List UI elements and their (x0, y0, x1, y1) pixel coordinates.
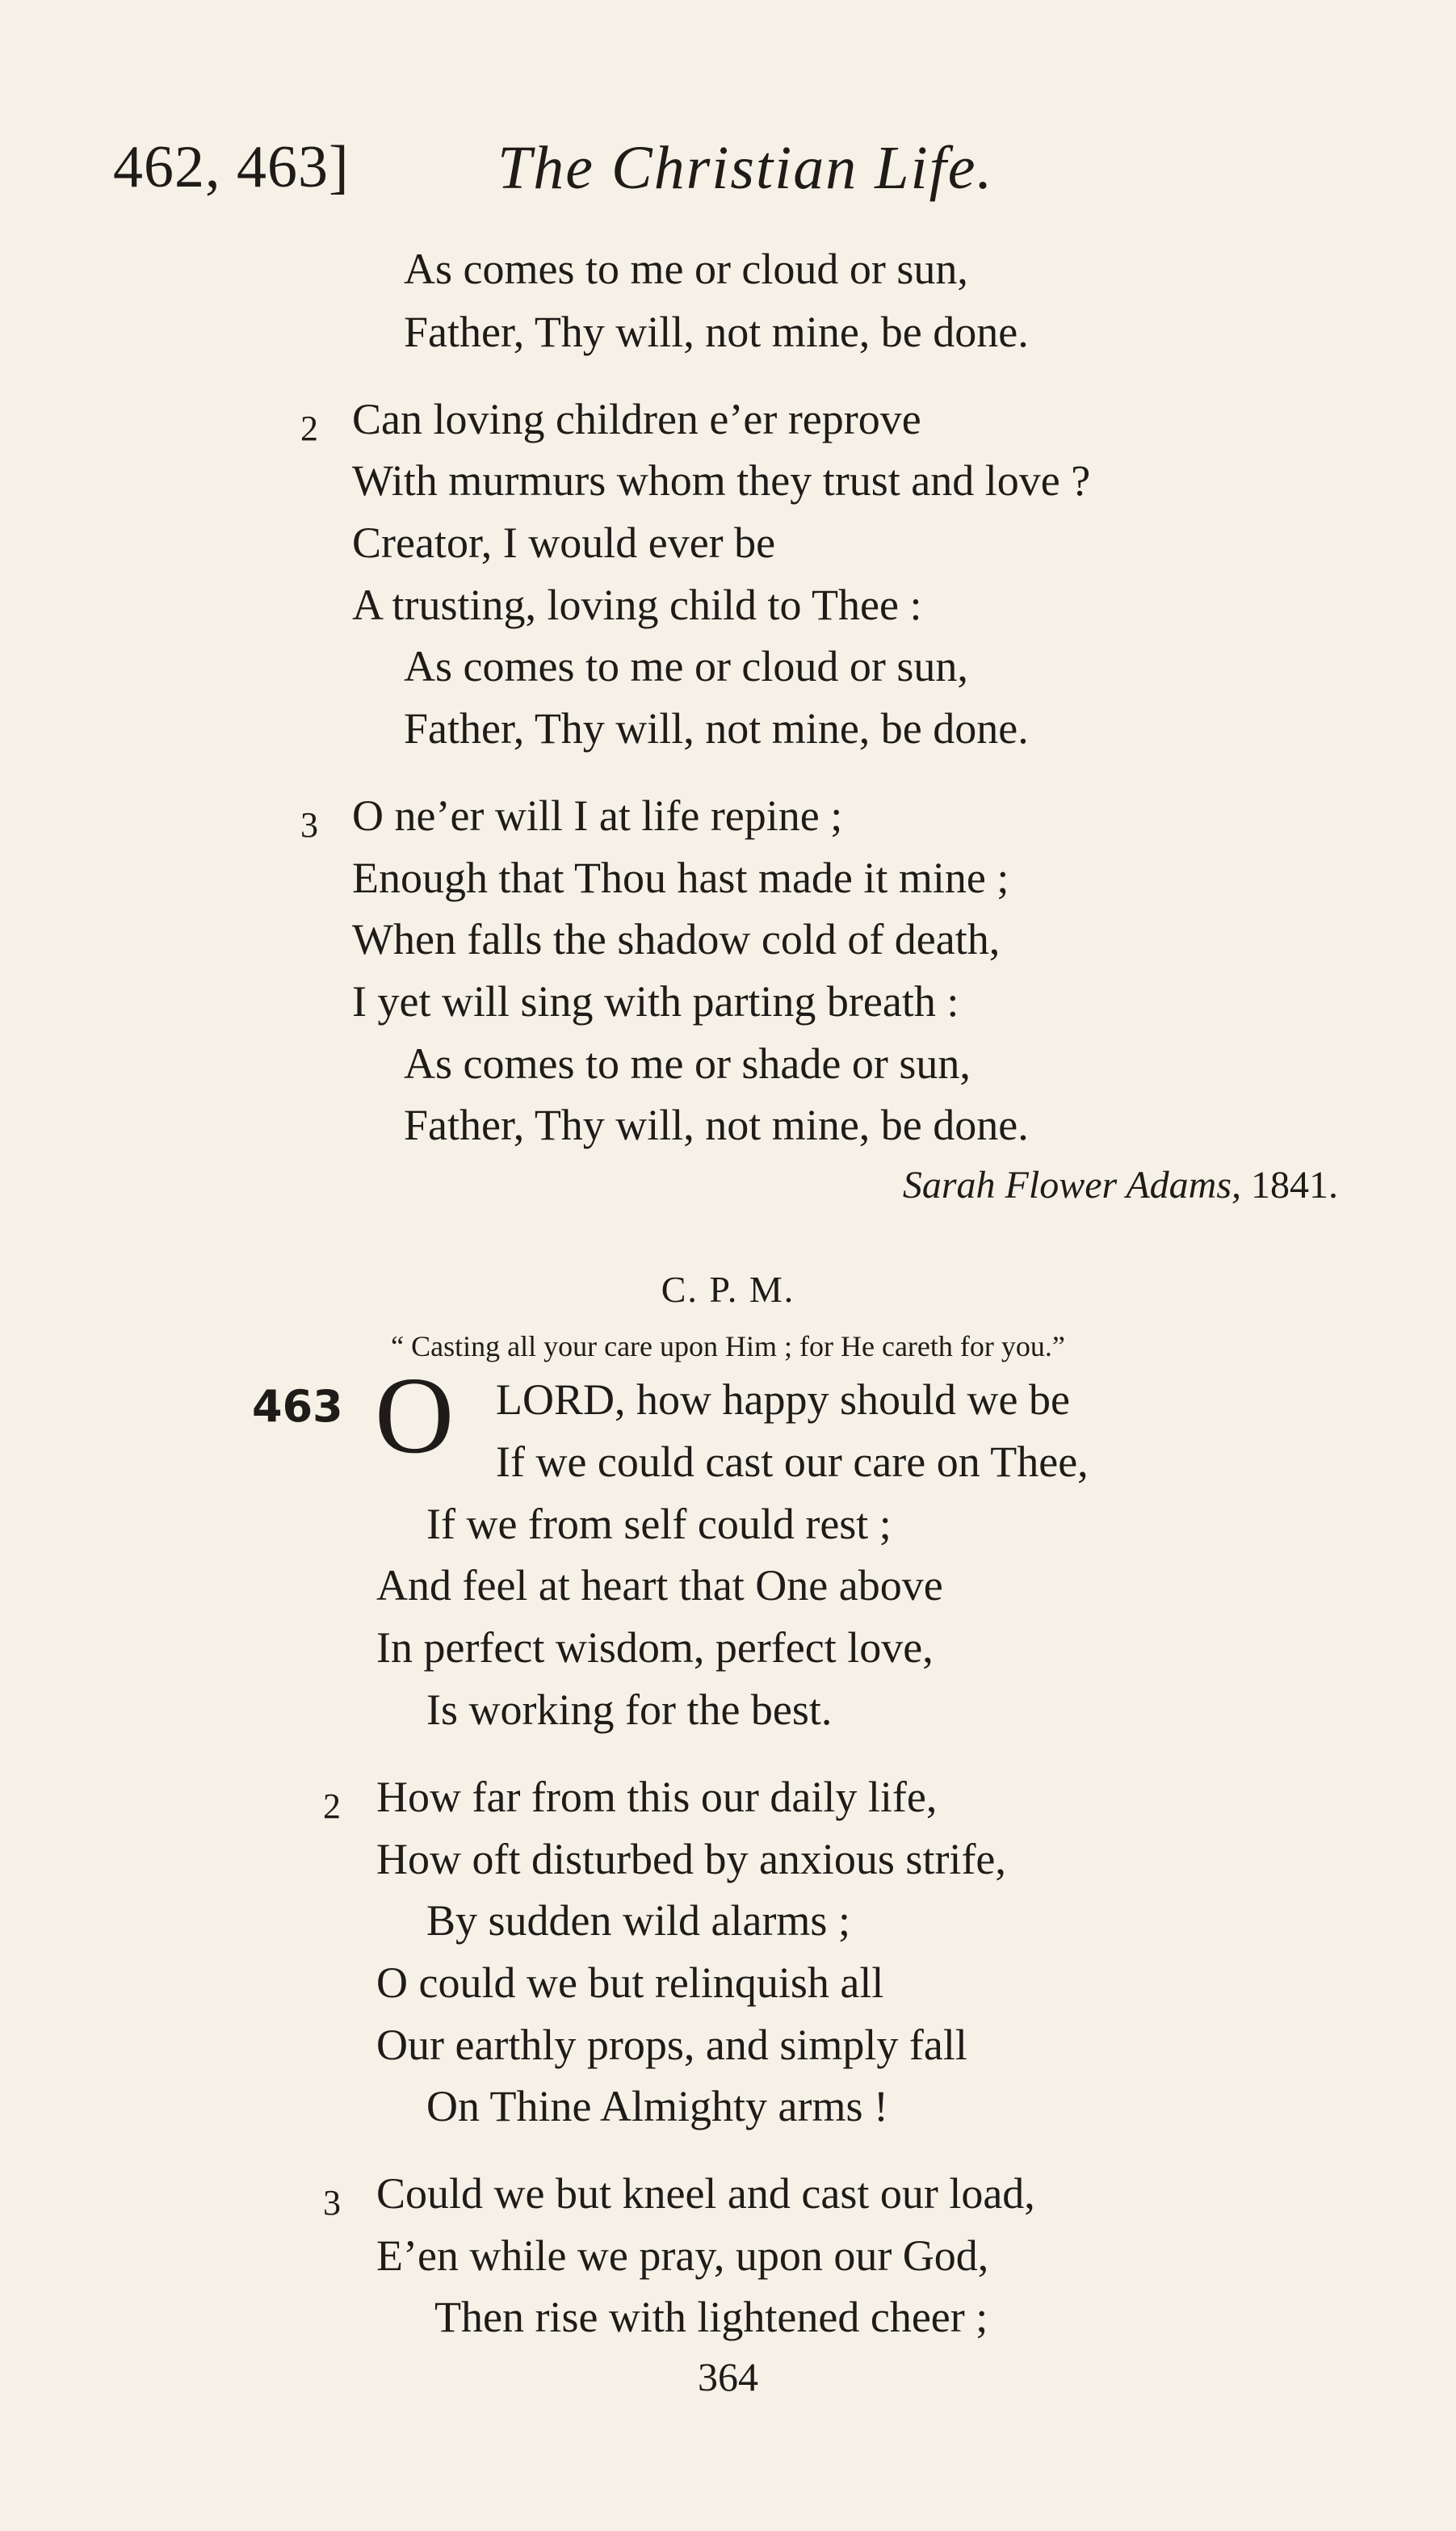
verse-line: And feel at heart that One above (376, 1561, 943, 1610)
verse-line: Our earthly props, and simply fall (376, 2021, 967, 2069)
verse-line: If we from self could rest ; (426, 1500, 892, 1548)
verse-line: By sudden wild alarms ; (426, 1896, 850, 1945)
verse-line: Is working for the best. (426, 1685, 833, 1734)
verse-line: Could we but kneel and cast our load, (376, 2169, 1035, 2218)
meter-label: C. P. M. (661, 1269, 795, 1310)
attribution-year: 1841. (1251, 1164, 1338, 1207)
verse-line: How far from this our daily life, (376, 1773, 938, 1821)
verse-line: As comes to me or cloud or sun, (404, 642, 968, 690)
verse-line: Can loving children e’er reprove (352, 395, 921, 443)
author-name: Sarah Flower Adams, (902, 1164, 1241, 1207)
header-title: The Christian Life. (497, 134, 994, 202)
page-number: 364 (698, 2354, 758, 2399)
hymn-number: 463 (252, 1381, 343, 1432)
drop-cap: O (375, 1355, 455, 1476)
verse-line: Father, Thy will, not mine, be done. (404, 308, 1029, 356)
verse-line: A trusting, loving child to Thee : (352, 581, 922, 629)
verse-line: As comes to me or shade or sun, (404, 1039, 971, 1088)
header-hymn-numbers: 462, 463] (113, 134, 350, 200)
verse-number: 2 (323, 1786, 341, 1826)
verse-line: O could we but relinquish all (376, 1958, 884, 2007)
verse-number: 2 (300, 409, 318, 448)
verse-line: As comes to me or cloud or sun, (404, 245, 968, 293)
verse-number: 3 (323, 2183, 341, 2222)
hymn-attribution (903, 1163, 1338, 1207)
verse-line: Creator, I would ever be (352, 518, 776, 567)
verse-line: If we could cast our care on Thee, (496, 1438, 1089, 1486)
verse-line: Then rise with lightened cheer ; (434, 2293, 988, 2341)
verse-line: How oft disturbed by anxious strife, (376, 1835, 1006, 1883)
verse-number: 3 (300, 805, 318, 845)
verse-line: I yet will sing with parting breath : (352, 977, 959, 1026)
verse-line: E’en while we pray, upon our God, (376, 2231, 989, 2280)
verse-line: Father, Thy will, not mine, be done. (404, 1101, 1029, 1149)
verse-line: On Thine Almighty arms ! (426, 2082, 888, 2130)
verse-line: Father, Thy will, not mine, be done. (404, 704, 1029, 753)
verse-line: O ne’er will I at life repine ; (352, 791, 843, 840)
verse-line: When falls the shadow cold of death, (352, 915, 1001, 963)
verse-line: Enough that Thou hast made it mine ; (352, 854, 1009, 902)
verse-line: In perfect wisdom, perfect love, (376, 1623, 934, 1672)
hymn-motto: “ Casting all your care upon Him ; for He careth for you.” (391, 1330, 1065, 1362)
verse-line: With murmurs whom they trust and love ? (352, 456, 1091, 505)
verse-line: LORD, how happy should we be (496, 1375, 1070, 1424)
